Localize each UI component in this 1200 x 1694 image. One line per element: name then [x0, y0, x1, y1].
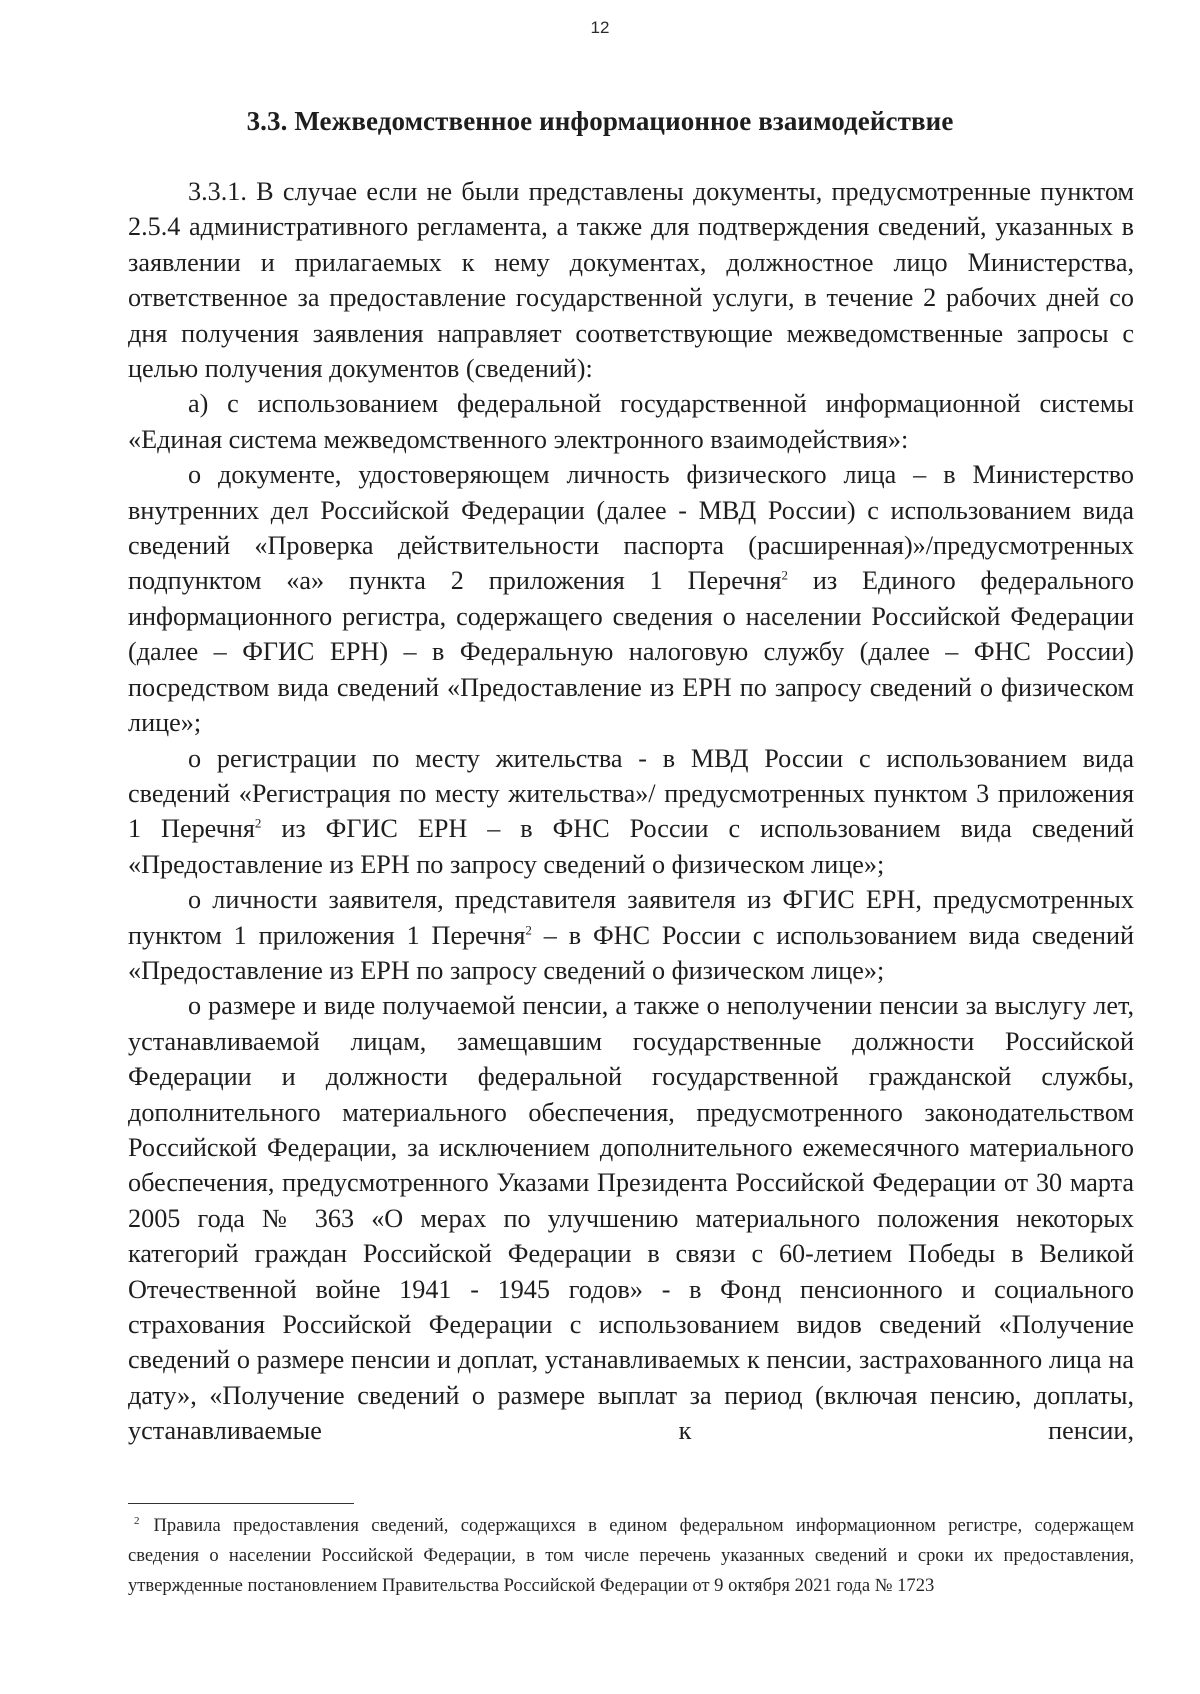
page-number: 12	[590, 18, 610, 37]
paragraph-text: о регистрации по месту жительства - в МВД России с использованием вида сведений «Регистрация по месту жительства»/ предусмотренных пунктом 3 приложения 1 Перечня	[128, 743, 1134, 844]
body-text	[128, 174, 1134, 1449]
paragraph-residence-registration	[128, 741, 1134, 883]
paragraph-identity-document	[128, 457, 1134, 740]
paragraph-applicant-identity	[128, 882, 1134, 988]
footnote-text: Правила предоставления сведений, содержащихся в едином федеральном информационном регистре, содержащем сведения о населении Российской Федерации, в том числе перечень указанных сведений и сроки их предоставления, утвержденные постановлением Правительства Российской Федерации от 9 октября 2021 года № 1723	[128, 1515, 1134, 1596]
paragraph-smev-system: а) с использованием федеральной государственной информационной системы «Единая система межведомственного электронного взаимодействия»:	[128, 389, 1134, 454]
footnote-reference: 2	[254, 815, 262, 831]
footnote	[128, 1511, 1134, 1601]
paragraph-pension: о размере и виде получаемой пенсии, а также о неполучении пенсии за выслугу лет, устанавливаемой лицам, замещавшим государственные должности Российской Федерации и должности федеральной государственной гражданской службы, дополнительного материального обеспечения, предусмотренного законодательством Российской Федерации, за исключением дополнительного ежемесячного материального обеспечения, предусмотренного Указами Президента Российской Федерации от 30 марта 2005 года № 363 «О мерах по улучшению материального положения некоторых категорий граждан Российской Федерации в связи с 60-летием Победы в Великой Отечественной войне 1941 - 1945 годов» - в Фонд пенсионного и социального страхования Российской Федерации с использованием видов сведений «Получение сведений о размере пенсии и доплат, устанавливаемых к пенсии, застрахованного лица на дату», «Получение сведений о размере выплат за период (включая пенсию, доплаты, устанавливаемые к пенсии,	[128, 991, 1134, 1446]
paragraph-text: из ФГИС ЕРН – в ФНС России с использованием вида сведений «Предоставление из ЕРН по запросу сведений о физическом лице»;	[128, 814, 1134, 879]
paragraph-text: – в ФНС России с использованием вида сведений «Предоставление из ЕРН по запросу сведений о физическом лице»;	[128, 920, 1134, 985]
footnote-divider	[128, 1503, 354, 1504]
footnote-reference: 2	[781, 567, 788, 583]
paragraph-3-3-1: 3.3.1. В случае если не были представлены документы, предусмотренные пунктом 2.5.4 административного регламента, а также для подтверждения сведений, указанных в заявлении и прилагаемых к нему документах, должностное лицо Министерства, ответственное за предоставление государственной услуги, в течение 2 рабочих дней со дня получения заявления направляет соответствующие межведомственные запросы с целью получения документов (сведений):	[128, 177, 1134, 384]
paragraph-text: о документе, удостоверяющем личность физического лица – в Министерство внутренних дел Российской Федерации (далее - МВД России) с использованием вида сведений «Проверка действительности паспорта (расширенная)»/предусмотренных подпунктом «а» пункта 2 приложения 1 Перечня	[128, 460, 1134, 596]
paragraph-text: из Единого федерального информационного регистра, содержащего сведения о населении Российской Федерации (далее – ФГИС ЕРН) – в Федеральную налоговую службу (далее – ФНС России) посредством вида сведений «Предоставление из ЕРН по запросу сведений о физическом лице»;	[128, 566, 1134, 738]
footnote-reference: 2	[525, 921, 532, 937]
footnote-marker: 2	[134, 1514, 140, 1527]
section-title: 3.3. Межведомственное информационное взаимодействие	[246, 106, 954, 136]
paragraph-text: о личности заявителя, представителя заявителя из ФГИС ЕРН, предусмотренных пунктом 1 приложения 1 Перечня	[128, 885, 1134, 950]
